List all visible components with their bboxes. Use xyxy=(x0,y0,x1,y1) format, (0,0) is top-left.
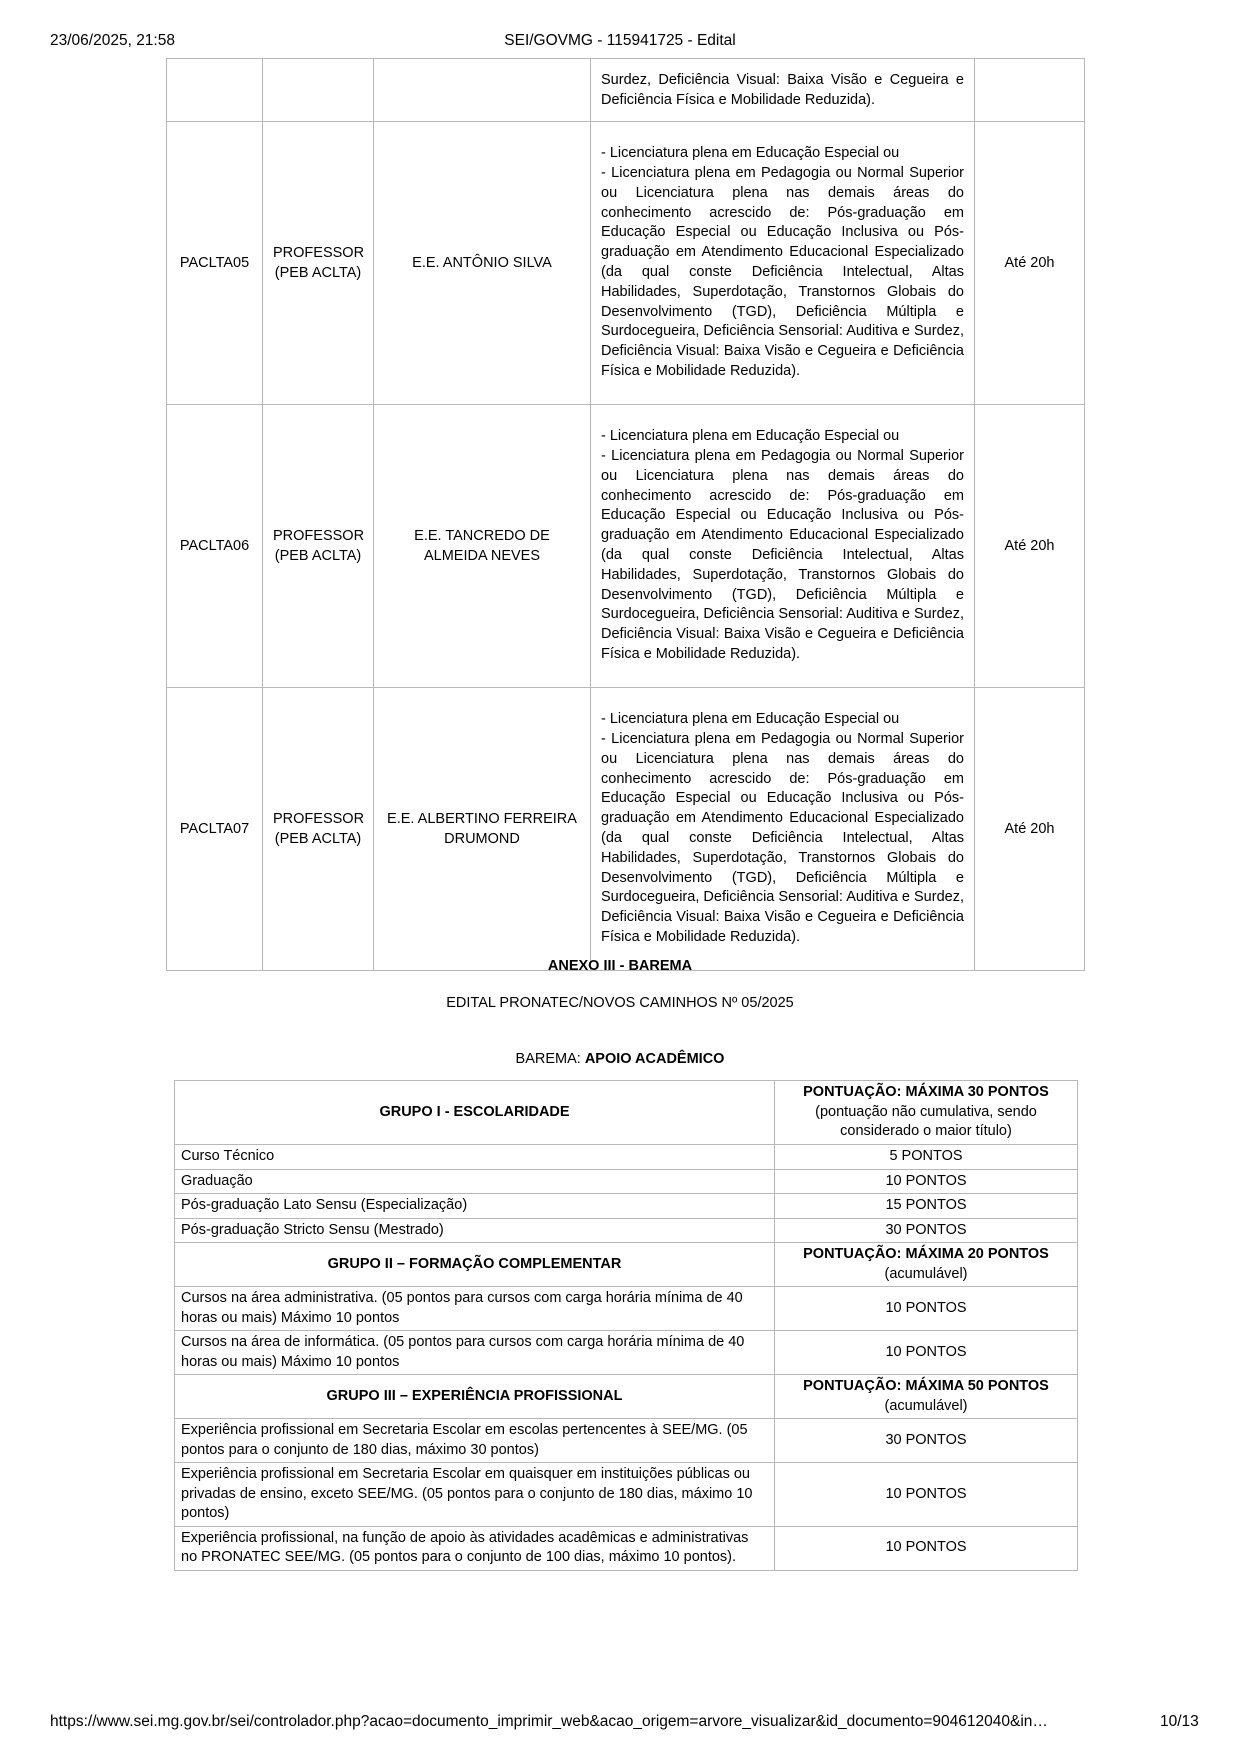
table-row xyxy=(175,1145,1078,1170)
print-datetime: 23/06/2025, 21:58 xyxy=(50,32,175,49)
item-label: Experiência profissional em Secretaria Escolar em quaisquer em instituições públicas ou privadas de ensino, exceto SEE/MG. (05 pontos para o conjunto de 180 dias, máximo 10 pontos) xyxy=(175,1463,775,1527)
item-points: 5 PONTOS xyxy=(775,1145,1078,1170)
group-score xyxy=(775,1243,1078,1287)
barema-prefix: BAREMA: xyxy=(515,1051,585,1067)
annex-subtitle: EDITAL PRONATEC/NOVOS CAMINHOS Nº 05/2025 xyxy=(446,995,794,1011)
item-label: Curso Técnico xyxy=(175,1145,775,1170)
item-points: 10 PONTOS xyxy=(775,1526,1078,1570)
item-points: 30 PONTOS xyxy=(775,1218,1078,1243)
group-title: GRUPO I - ESCOLARIDADE xyxy=(175,1081,775,1145)
group-score-head: PONTUAÇÃO: MÁXIMA 20 PONTOS xyxy=(803,1246,1049,1262)
group-score xyxy=(775,1375,1078,1419)
table-row xyxy=(175,1169,1078,1194)
requirement-cell: - Licenciatura plena em Educação Especial ou - Licenciatura plena em Pedagogia ou Normal Superior ou Licenciatura plena nas demais áreas do conhecimento acrescido de: Pós-graduação em Educação Especial ou Educação Inclusiva ou Pós-graduação em Atendimento Educacional Especializado (da qual conste Deficiência Intelectual, Altas Habilidades, Superdotação, Transtornos Globais do Desenvolvimento (TGD), Deficiência Múltipla e Surdocegueira, Deficiência Sensorial: Auditiva e Surdez, Deficiência Visual: Baixa Visão e Cegueira e Deficiência Física e Mobilidade Reduzida). xyxy=(591,688,975,971)
item-points: 10 PONTOS xyxy=(775,1287,1078,1331)
table-cell xyxy=(374,59,591,122)
item-points: 10 PONTOS xyxy=(775,1169,1078,1194)
item-label: Experiência profissional, na função de apoio às atividades acadêmicas e administrativas no PRONATEC SEE/MG. (05 pontos para o conjunto de 100 dias, máximo 10 pontos). xyxy=(175,1526,775,1570)
table-cell xyxy=(975,59,1085,122)
group-title: GRUPO III – EXPERIÊNCIA PROFISSIONAL xyxy=(175,1375,775,1419)
vacancy-role: PROFESSOR (PEB ACLTA) xyxy=(263,688,374,971)
table-row xyxy=(167,688,1085,971)
table-row xyxy=(175,1194,1078,1219)
vacancy-table xyxy=(166,58,1085,971)
group-score-head: PONTUAÇÃO: MÁXIMA 50 PONTOS xyxy=(803,1378,1049,1394)
vacancy-hours: Até 20h xyxy=(975,688,1085,971)
annex-title: ANEXO III - BAREMA xyxy=(547,958,693,974)
group-header-row xyxy=(175,1375,1078,1419)
item-points: 15 PONTOS xyxy=(775,1194,1078,1219)
item-points: 30 PONTOS xyxy=(775,1419,1078,1463)
requirement-cell: - Licenciatura plena em Educação Especial ou - Licenciatura plena em Pedagogia ou Normal Superior ou Licenciatura plena nas demais áreas do conhecimento acrescido de: Pós-graduação em Educação Especial ou Educação Inclusiva ou Pós-graduação em Atendimento Educacional Especializado (da qual conste Deficiência Intelectual, Altas Habilidades, Superdotação, Transtornos Globais do Desenvolvimento (TGD), Deficiência Múltipla e Surdocegueira, Deficiência Sensorial: Auditiva e Surdez, Deficiência Visual: Baixa Visão e Cegueira e Deficiência Física e Mobilidade Reduzida). xyxy=(591,405,975,688)
vacancy-role: PROFESSOR (PEB ACLTA) xyxy=(263,405,374,688)
item-label: Cursos na área de informática. (05 pontos para cursos com carga horária mínima de 40 horas ou mais) Máximo 10 pontos xyxy=(175,1331,775,1375)
group-score-head: PONTUAÇÃO: MÁXIMA 30 PONTOS xyxy=(803,1084,1049,1101)
barema-heading xyxy=(0,1051,1240,1067)
table-row xyxy=(167,59,1085,122)
table-row xyxy=(167,405,1085,688)
table-row xyxy=(175,1218,1078,1243)
document-title: SEI/GOVMG - 115941725 - Edital xyxy=(504,32,736,49)
table-row xyxy=(175,1463,1078,1527)
barema-name: APOIO ACADÊMICO xyxy=(584,1051,725,1067)
barema-table xyxy=(174,1080,1078,1571)
item-label: Cursos na área administrativa. (05 pontos para cursos com carga horária mínima de 40 horas ou mais) Máximo 10 pontos xyxy=(175,1287,775,1331)
group-score-note: (acumulável) xyxy=(884,1397,968,1414)
group-score xyxy=(775,1081,1078,1145)
group-score-note: (acumulável) xyxy=(884,1265,968,1282)
vacancy-code: PACLTA06 xyxy=(167,405,263,688)
table-row xyxy=(175,1419,1078,1463)
group-title: GRUPO II – FORMAÇÃO COMPLEMENTAR xyxy=(175,1243,775,1287)
group-header-row xyxy=(175,1081,1078,1145)
item-label: Experiência profissional em Secretaria Escolar em escolas pertencentes à SEE/MG. (05 pontos para o conjunto de 180 dias, máximo 30 pontos) xyxy=(175,1419,775,1463)
page-number: 10/13 xyxy=(1160,1713,1199,1730)
group-header-row xyxy=(175,1243,1078,1287)
group-score-note: (pontuação não cumulativa, sendo considerado o maior título) xyxy=(815,1103,1037,1140)
requirement-cell: Surdez, Deficiência Visual: Baixa Visão e Cegueira e Deficiência Física e Mobilidade Reduzida). xyxy=(591,59,975,122)
table-row xyxy=(175,1331,1078,1375)
table-cell xyxy=(167,59,263,122)
vacancy-school: E.E. ANTÔNIO SILVA xyxy=(374,122,591,405)
item-points: 10 PONTOS xyxy=(775,1331,1078,1375)
table-row xyxy=(167,122,1085,405)
item-points: 10 PONTOS xyxy=(775,1463,1078,1527)
item-label: Graduação xyxy=(175,1169,775,1194)
vacancy-code: PACLTA05 xyxy=(167,122,263,405)
vacancy-hours: Até 20h xyxy=(975,405,1085,688)
vacancy-role: PROFESSOR (PEB ACLTA) xyxy=(263,122,374,405)
vacancy-code: PACLTA07 xyxy=(167,688,263,971)
footer-url: https://www.sei.mg.gov.br/sei/controlador.php?acao=documento_imprimir_web&acao_origem=arvore_visualizar&id_documento=904612040&in… xyxy=(50,1713,1048,1730)
vacancy-school: E.E. ALBERTINO FERREIRA DRUMOND xyxy=(374,688,591,971)
table-row xyxy=(175,1526,1078,1570)
table-row xyxy=(175,1287,1078,1331)
item-label: Pós-graduação Lato Sensu (Especialização) xyxy=(175,1194,775,1219)
vacancy-hours: Até 20h xyxy=(975,122,1085,405)
requirement-cell: - Licenciatura plena em Educação Especial ou - Licenciatura plena em Pedagogia ou Normal Superior ou Licenciatura plena nas demais áreas do conhecimento acrescido de: Pós-graduação em Educação Especial ou Educação Inclusiva ou Pós-graduação em Atendimento Educacional Especializado (da qual conste Deficiência Intelectual, Altas Habilidades, Superdotação, Transtornos Globais do Desenvolvimento (TGD), Deficiência Múltipla e Surdocegueira, Deficiência Sensorial: Auditiva e Surdez, Deficiência Visual: Baixa Visão e Cegueira e Deficiência Física e Mobilidade Reduzida). xyxy=(591,122,975,405)
vacancy-school: E.E. TANCREDO DE ALMEIDA NEVES xyxy=(374,405,591,688)
annex-title-wrap xyxy=(0,958,1240,974)
table-cell xyxy=(263,59,374,122)
item-label: Pós-graduação Stricto Sensu (Mestrado) xyxy=(175,1218,775,1243)
